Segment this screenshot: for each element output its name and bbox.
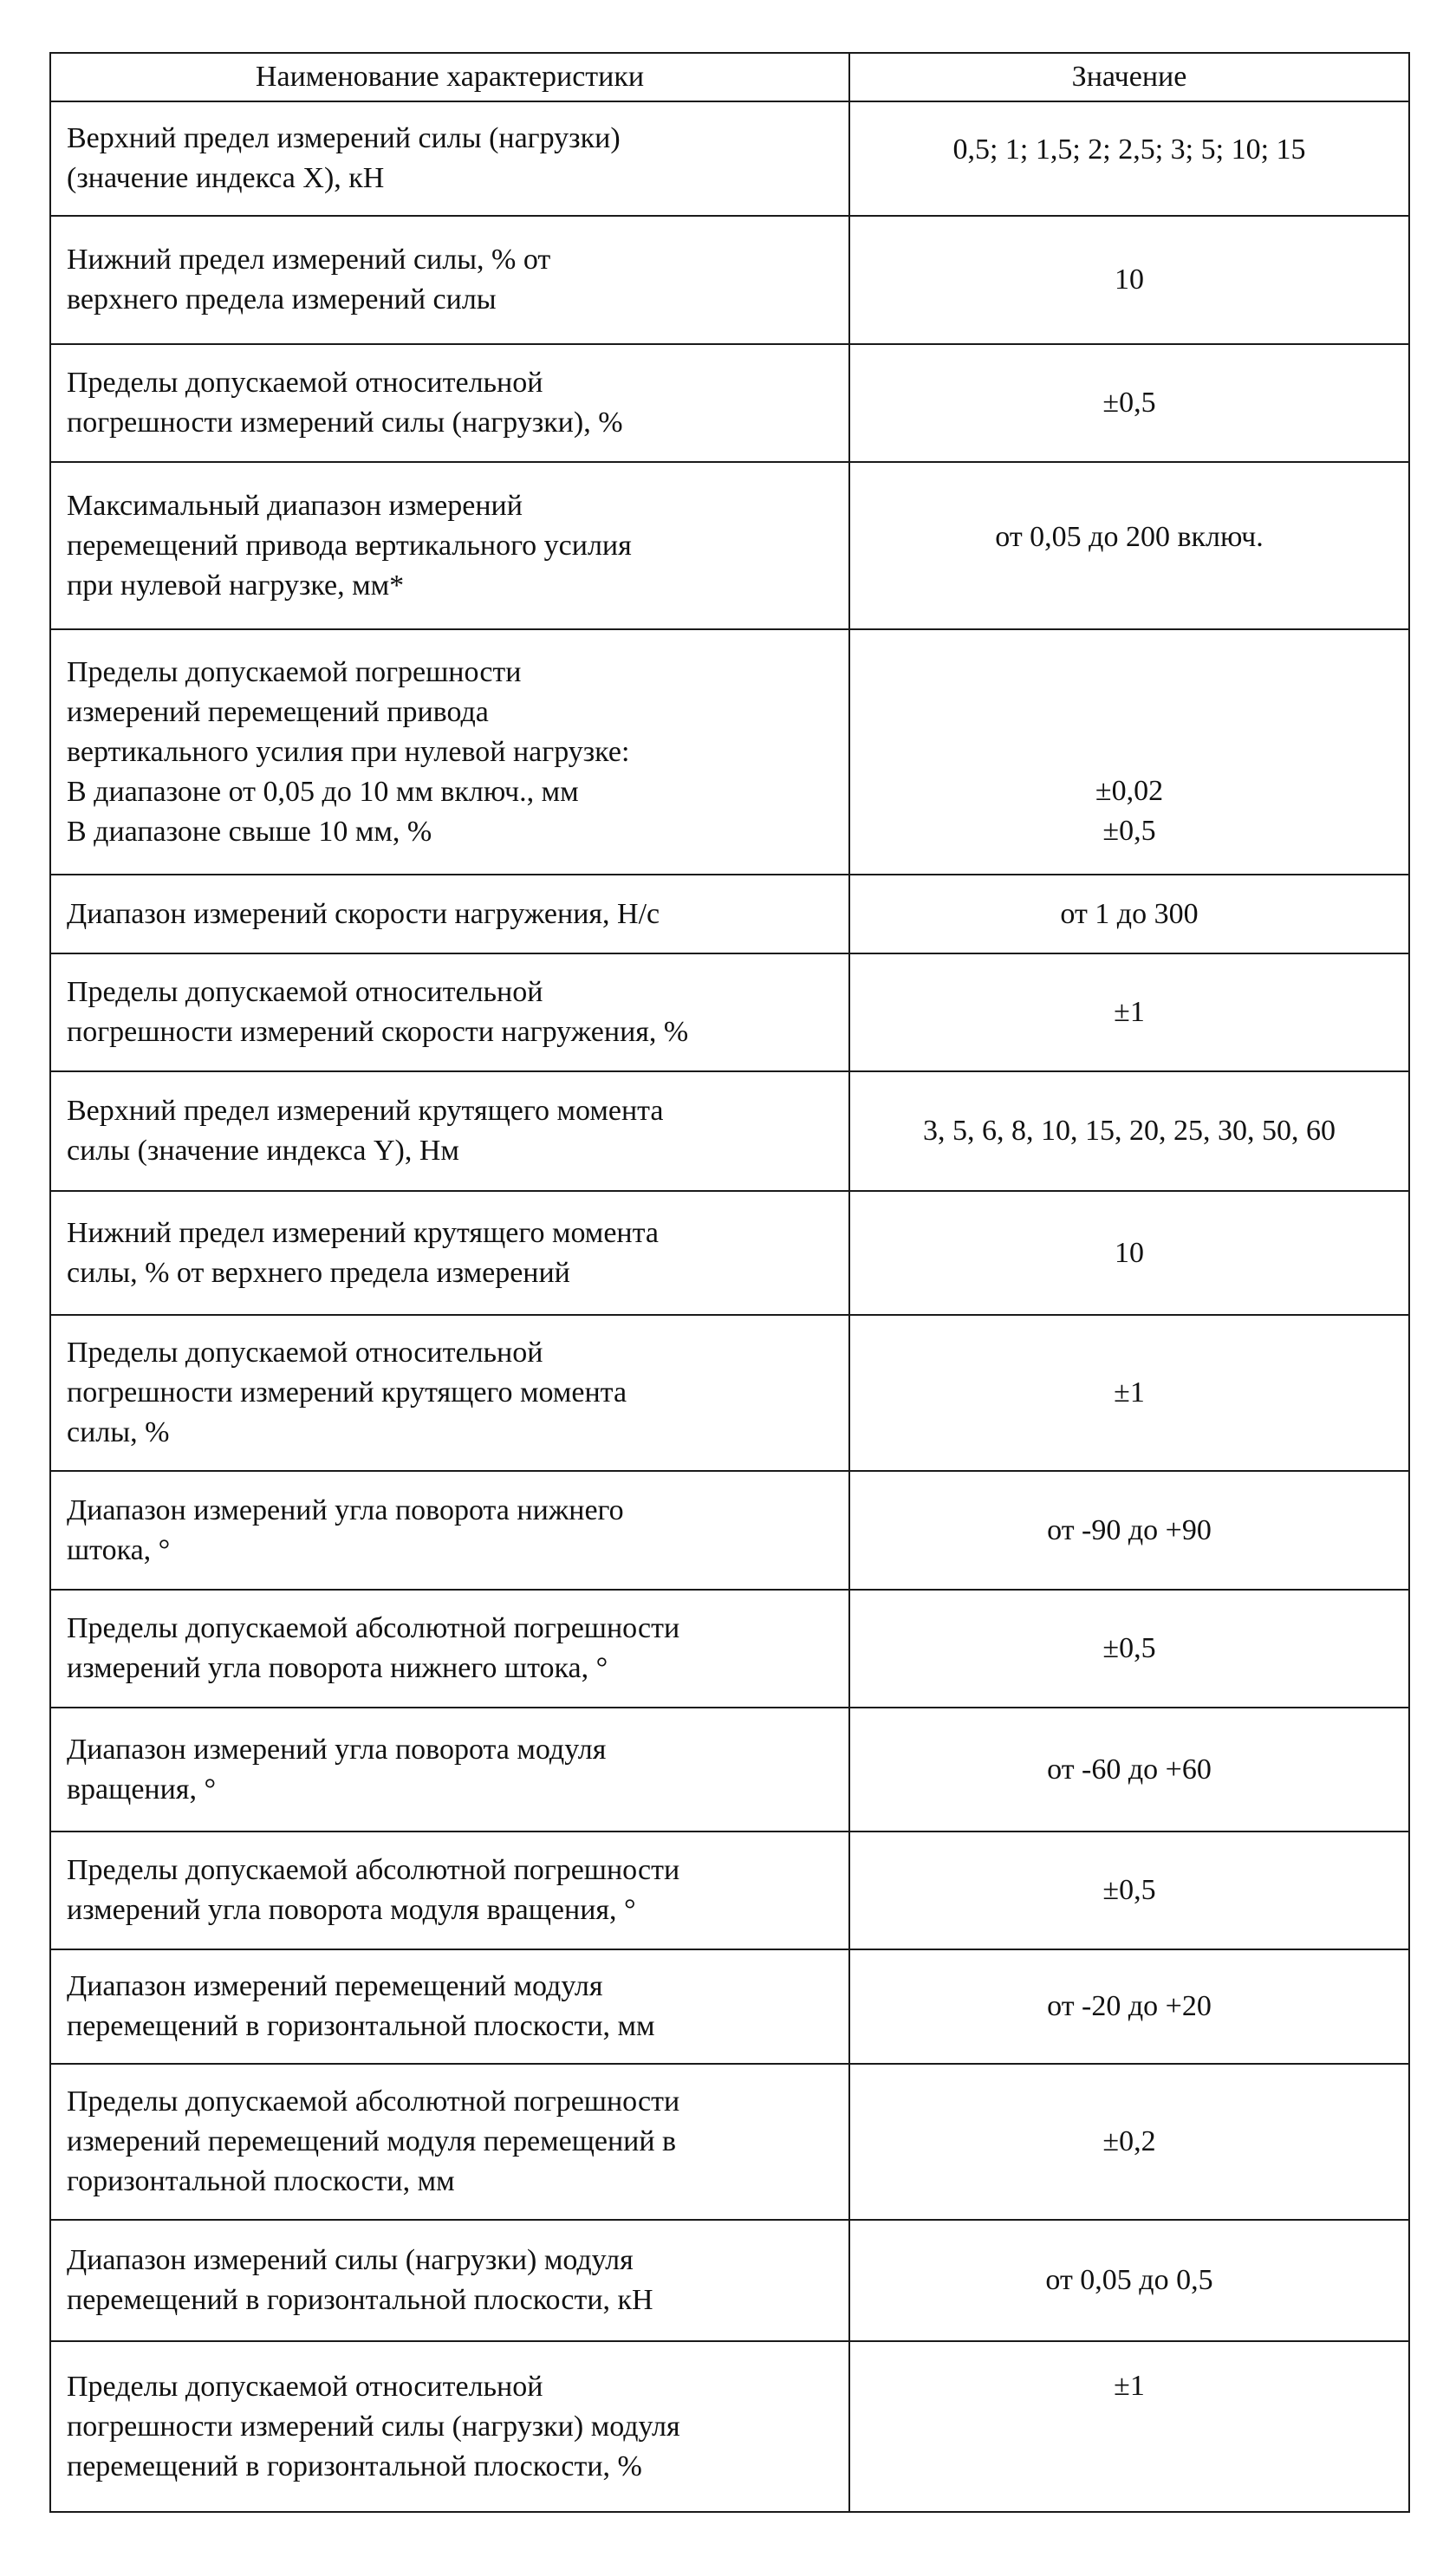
table-row (50, 2341, 1409, 2512)
characteristic-value-cell (849, 2341, 1409, 2512)
characteristic-name-line: силы, % (67, 1416, 170, 1448)
characteristic-name-line: Пределы допускаемой абсолютной погрешности (67, 2085, 680, 2118)
characteristic-value-cell (849, 216, 1409, 344)
characteristic-value-cell (849, 2220, 1409, 2341)
characteristic-name-cell (50, 1832, 849, 1949)
characteristic-name-line: Нижний предел измерений крутящего момента (67, 1216, 659, 1249)
table-row (50, 629, 1409, 875)
characteristic-name-line: Диапазон измерений перемещений модуля (67, 1970, 603, 2002)
table-row (50, 344, 1409, 462)
table-row (50, 1832, 1409, 1949)
characteristic-name-line: Верхний предел измерений крутящего момента (67, 1095, 664, 1127)
characteristic-value-cell (849, 1832, 1409, 1949)
characteristic-value: ±1 (1114, 1376, 1145, 1409)
characteristic-value-cell (849, 1590, 1409, 1708)
characteristic-value-cell (849, 629, 1409, 875)
characteristic-value: ±0,5 (1102, 1874, 1156, 1906)
characteristic-value: ±0,5 (1102, 387, 1156, 419)
characteristic-name-cell (50, 1471, 849, 1590)
table-row (50, 1071, 1409, 1191)
table-row (50, 953, 1409, 1071)
table-row (50, 875, 1409, 953)
characteristic-name-cell (50, 1708, 849, 1832)
characteristic-value: 10 (1115, 1236, 1144, 1269)
characteristic-value: от -60 до +60 (1047, 1753, 1212, 1786)
characteristic-name-line: измерений перемещений модуля перемещений в (67, 2125, 677, 2157)
characteristic-name-line: Пределы допускаемой относительной (67, 2370, 543, 2403)
characteristic-name-line: Пределы допускаемой относительной (67, 367, 543, 399)
table-header-row (50, 53, 1409, 101)
characteristic-name-cell (50, 344, 849, 462)
characteristic-value-cell (849, 1315, 1409, 1471)
characteristic-name-line: измерений угла поворота модуля вращения, ° (67, 1894, 636, 1926)
characteristic-value-cell (849, 101, 1409, 216)
table-row (50, 216, 1409, 344)
header-value: Значение (849, 53, 1409, 101)
characteristic-value-cell (849, 1191, 1409, 1315)
characteristic-name-line: Нижний предел измерений силы, % от (67, 244, 551, 276)
characteristic-value-cell (849, 1708, 1409, 1832)
table-row (50, 462, 1409, 629)
characteristic-name-cell (50, 1071, 849, 1191)
characteristic-name-line: Пределы допускаемой относительной (67, 976, 543, 1008)
characteristic-name-cell (50, 629, 849, 875)
table-row (50, 1471, 1409, 1590)
table-row (50, 2064, 1409, 2220)
characteristic-value-cell (849, 1471, 1409, 1590)
specifications-table (49, 52, 1410, 2513)
characteristic-name-line: В диапазоне от 0,05 до 10 мм включ., мм (67, 775, 579, 808)
characteristic-name-line: верхнего предела измерений силы (67, 283, 497, 316)
characteristic-name-cell (50, 2341, 849, 2512)
characteristic-name-line: вертикального усилия при нулевой нагрузке: (67, 735, 630, 768)
characteristic-name-line: погрешности измерений скорости нагружения, % (67, 1016, 689, 1048)
characteristic-name-line: перемещений в горизонтальной плоскости, мм (67, 2010, 655, 2042)
characteristic-name-line: Диапазон измерений угла поворота модуля (67, 1733, 607, 1766)
characteristic-name-line: Диапазон измерений угла поворота нижнего (67, 1493, 624, 1526)
characteristic-name-line: погрешности измерений силы (нагрузки) модуля (67, 2410, 680, 2443)
header-characteristic-name: Наименование характеристики (50, 53, 849, 101)
characteristic-name-cell (50, 462, 849, 629)
characteristic-name-line: Верхний предел измерений силы (нагрузки) (67, 122, 621, 154)
characteristic-name-cell (50, 2220, 849, 2341)
characteristic-value-cell (849, 875, 1409, 953)
characteristic-name-line: Пределы допускаемой абсолютной погрешности (67, 1854, 680, 1886)
characteristic-name-cell (50, 1949, 849, 2064)
characteristic-value-cell (849, 462, 1409, 629)
characteristic-name-line: Пределы допускаемой абсолютной погрешности (67, 1612, 680, 1644)
table-row (50, 101, 1409, 216)
characteristic-value: 10 (1115, 264, 1144, 296)
characteristic-name-line: штока, ° (67, 1533, 171, 1566)
characteristic-name-line: перемещений в горизонтальной плоскости, % (67, 2450, 642, 2482)
characteristic-value: ±0,2 (1102, 2125, 1156, 2157)
characteristic-name-cell (50, 1315, 849, 1471)
characteristic-name-line: перемещений в горизонтальной плоскости, кН (67, 2284, 653, 2316)
characteristic-name-line: Диапазон измерений скорости нагружения, Н/с (67, 897, 660, 930)
characteristic-name-line: горизонтальной плоскости, мм (67, 2165, 455, 2197)
characteristic-value-cell (849, 1949, 1409, 2064)
characteristic-value: ±1 (1114, 996, 1145, 1028)
characteristic-name-line: силы (значение индекса Y), Нм (67, 1135, 459, 1167)
characteristic-value-cell (849, 2064, 1409, 2220)
characteristic-value: от -90 до +90 (1047, 1513, 1212, 1546)
characteristic-name-line: Максимальный диапазон измерений (67, 489, 523, 522)
table-row (50, 1590, 1409, 1708)
characteristic-value: ±0,5 (1102, 1632, 1156, 1664)
characteristic-name-line: вращения, ° (67, 1773, 217, 1806)
characteristic-name-line: Диапазон измерений силы (нагрузки) модуля (67, 2244, 634, 2276)
characteristic-name-line: погрешности измерений силы (нагрузки), % (67, 407, 623, 439)
table-row (50, 2220, 1409, 2341)
characteristic-name-cell (50, 875, 849, 953)
characteristic-value: от 1 до 300 (1060, 897, 1199, 930)
characteristic-name-line: Пределы допускаемой погрешности (67, 655, 522, 688)
table-row (50, 1949, 1409, 2064)
characteristic-value-cell (849, 1071, 1409, 1191)
characteristic-name-line: (значение индекса X), кН (67, 162, 385, 194)
characteristic-value: от 0,05 до 0,5 (1045, 2264, 1213, 2296)
characteristic-name-line: перемещений привода вертикального усилия (67, 529, 632, 562)
characteristic-value: ±0,02 (1095, 775, 1164, 807)
characteristic-value-cell (849, 953, 1409, 1071)
characteristic-name-line: измерений перемещений привода (67, 695, 489, 728)
characteristic-value-cell (849, 344, 1409, 462)
table-row (50, 1708, 1409, 1832)
characteristic-value: 3, 5, 6, 8, 10, 15, 20, 25, 30, 50, 60 (923, 1115, 1336, 1147)
characteristic-value: от 0,05 до 200 включ. (995, 520, 1264, 553)
characteristic-name-line: Пределы допускаемой относительной (67, 1337, 543, 1369)
characteristic-name-cell (50, 216, 849, 344)
characteristic-name-cell (50, 1191, 849, 1315)
characteristic-value: от -20 до +20 (1047, 1990, 1212, 2022)
characteristic-name-line: измерений угла поворота нижнего штока, ° (67, 1652, 608, 1684)
characteristic-name-line: погрешности измерений крутящего момента (67, 1376, 627, 1409)
characteristic-name-cell (50, 101, 849, 216)
characteristic-name-line: силы, % от верхнего предела измерений (67, 1256, 570, 1289)
characteristic-name-cell (50, 2064, 849, 2220)
characteristic-value: 0,5; 1; 1,5; 2; 2,5; 3; 5; 10; 15 (952, 133, 1306, 166)
table-row (50, 1315, 1409, 1471)
characteristic-name-cell (50, 953, 849, 1071)
characteristic-name-line: В диапазоне свыше 10 мм, % (67, 815, 432, 848)
table-row (50, 1191, 1409, 1315)
characteristic-name-cell (50, 1590, 849, 1708)
characteristic-name-line: при нулевой нагрузке, мм* (67, 569, 405, 602)
characteristic-value: ±0,5 (1102, 815, 1156, 847)
characteristic-value: ±1 (1114, 2370, 1145, 2402)
